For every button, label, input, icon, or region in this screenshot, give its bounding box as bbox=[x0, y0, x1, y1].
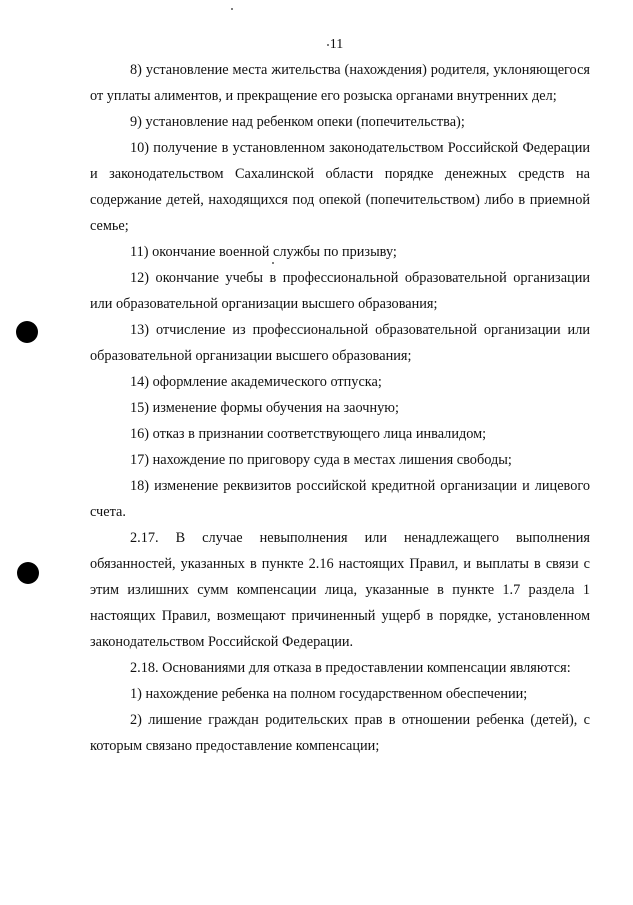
paragraph: 2) лишение граждан родительских прав в отношении ребенка (детей), с которым связано предоставление компенсации; bbox=[90, 712, 590, 754]
punch-hole-mark bbox=[17, 562, 39, 584]
document-body bbox=[90, 57, 590, 759]
paragraph: 2.17. В случае невыполнения или ненадлежащего выполнения обязанностей, указанных в пункте 2.16 настоящих Правил, и выплаты в связи с этим излишних сумм компенсации лица, указанные в пункте 1.7 раздела 1 настоящих Правил, возмещают причиненный ущерб в порядке, установленном законодательством Российской Федерации. bbox=[90, 530, 590, 650]
paragraph: 15) изменение формы обучения на заочную; bbox=[130, 400, 399, 416]
paragraph: 14) оформление академического отпуска; bbox=[130, 374, 382, 390]
punch-hole-mark bbox=[16, 321, 38, 343]
paragraph: 9) установление над ребенком опеки (попечительства); bbox=[130, 114, 465, 130]
paragraph: 12) окончание учебы в профессиональной образовательной организации или образовательной организации высшего образования; bbox=[90, 270, 590, 312]
page-number: 11 bbox=[329, 37, 344, 52]
paragraph: 10) получение в установленном законодательством Российской Федерации и законодательством Сахалинской области порядке денежных средств на содержание детей, находящихся под опекой (попечительством) либо в приемной семье; bbox=[90, 140, 590, 234]
paragraph: 18) изменение реквизитов российской кредитной организации и лицевого счета. bbox=[90, 478, 590, 520]
paragraph: 13) отчисление из профессиональной образовательной организации или образовательной организации высшего образования; bbox=[90, 322, 590, 364]
paragraph: 16) отказ в признании соответствующего лица инвалидом; bbox=[130, 426, 487, 442]
scan-speck bbox=[231, 8, 233, 10]
paragraph: 8) установление места жительства (нахождения) родителя, уклоняющегося от уплаты алиментов, и прекращение его розыска органами внутренних дел; bbox=[90, 62, 590, 104]
paragraph: 2.18. Основаниями для отказа в предоставлении компенсации являются: bbox=[130, 660, 571, 676]
paragraph: 17) нахождение по приговору суда в местах лишения свободы; bbox=[130, 452, 512, 468]
paragraph: 1) нахождение ребенка на полном государственном обеспечении; bbox=[130, 686, 528, 702]
paragraph: 11) окончание военной службы по призыву; bbox=[130, 244, 397, 260]
